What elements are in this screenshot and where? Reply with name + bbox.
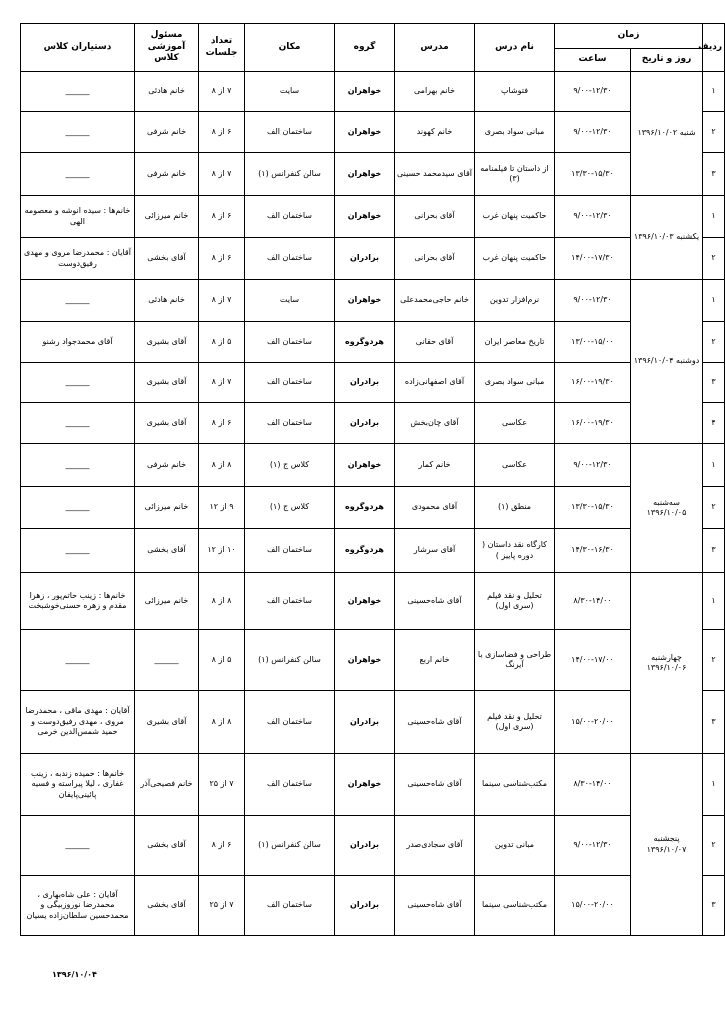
group-cell: خواهران <box>335 112 395 153</box>
place-cell: ساختمان الف <box>245 876 335 936</box>
table-row <box>21 754 725 816</box>
table-row <box>21 691 725 754</box>
group-cell: هردوگروه <box>335 487 395 529</box>
course-cell: مبانی سواد بصری <box>475 112 555 153</box>
row-number-cell: ۲ <box>703 238 725 280</box>
place-cell: ساختمان الف <box>245 691 335 754</box>
day-date-cell: یکشنبه ۱۳۹۶/۱۰/۰۳ <box>631 196 703 280</box>
course-cell: طراحی و فضاسازی با آیرنگ <box>475 630 555 691</box>
course-cell: حاکمیت پنهان غرب <box>475 196 555 238</box>
sessions-cell: ۸ از ۸ <box>199 691 245 754</box>
course-cell: منطق (۱) <box>475 487 555 529</box>
assistants-cell: ______ <box>21 153 135 196</box>
table-row <box>21 403 725 444</box>
course-cell: مکتب‌شناسی سینما <box>475 876 555 936</box>
table-row <box>21 816 725 876</box>
group-cell: خواهران <box>335 573 395 630</box>
teacher-cell: خانم بهرامی <box>395 72 475 112</box>
group-cell: برادران <box>335 691 395 754</box>
sessions-cell: ۶ از ۸ <box>199 238 245 280</box>
header-day-date: روز و تاریخ <box>631 49 703 72</box>
assistants-cell: ______ <box>21 112 135 153</box>
header-teacher: مدرس <box>395 24 475 72</box>
row-number-cell: ۲ <box>703 816 725 876</box>
group-cell: خواهران <box>335 444 395 487</box>
place-cell: سایت <box>245 72 335 112</box>
row-number-cell: ۱ <box>703 196 725 238</box>
manager-cell: خانم هادئی <box>135 280 199 322</box>
place-cell: ساختمان الف <box>245 322 335 363</box>
place-cell: سایت <box>245 280 335 322</box>
teacher-cell: آقای شاه‌حسینی <box>395 691 475 754</box>
place-cell: ساختمان الف <box>245 112 335 153</box>
group-cell: خواهران <box>335 196 395 238</box>
teacher-cell: آقای شاه‌حسینی <box>395 573 475 630</box>
row-number-cell: ۳ <box>703 529 725 573</box>
table-row <box>21 363 725 403</box>
assistants-cell: ______ <box>21 403 135 444</box>
day-date-cell: چهارشنبه ۱۳۹۶/۱۰/۰۶ <box>631 573 703 754</box>
sessions-cell: ۸ از ۸ <box>199 444 245 487</box>
manager-cell: آقای بشیری <box>135 363 199 403</box>
time-cell: ۹/۰۰-۱۲/۳۰ <box>555 112 631 153</box>
manager-cell: آقای بخشی <box>135 876 199 936</box>
group-cell: برادران <box>335 816 395 876</box>
group-cell: خواهران <box>335 754 395 816</box>
table-row <box>21 280 725 322</box>
course-cell: تاریخ معاصر ایران <box>475 322 555 363</box>
teacher-cell: آقای بحرانی <box>395 196 475 238</box>
table-row <box>21 153 725 196</box>
group-cell: برادران <box>335 403 395 444</box>
assistants-cell: آقایان : علی شاه‌بهاری ، محمدرضا نوروزبیگی و محمدحسین سلطان‌زاده یسیان <box>21 876 135 936</box>
teacher-cell: آقای حقانی <box>395 322 475 363</box>
sessions-cell: ۵ از ۸ <box>199 322 245 363</box>
manager-cell: خانم فصیحی‌آذر <box>135 754 199 816</box>
table-row <box>21 196 725 238</box>
table-row <box>21 630 725 691</box>
course-cell: مبانی تدوین <box>475 816 555 876</box>
table-row <box>21 112 725 153</box>
manager-cell: خانم شرفی <box>135 444 199 487</box>
row-number-cell: ۱ <box>703 444 725 487</box>
place-cell: سالن کنفرانس (۱) <box>245 153 335 196</box>
row-number-cell: ۳ <box>703 691 725 754</box>
row-number-cell: ۲ <box>703 322 725 363</box>
place-cell: ساختمان الف <box>245 529 335 573</box>
header-assistants: دستیاران کلاس <box>21 24 135 72</box>
group-cell: برادران <box>335 876 395 936</box>
manager-cell: خانم شرفی <box>135 112 199 153</box>
course-cell: فتوشاپ <box>475 72 555 112</box>
sessions-cell: ۶ از ۸ <box>199 196 245 238</box>
row-number-cell: ۱ <box>703 280 725 322</box>
row-number-cell: ۳ <box>703 153 725 196</box>
time-cell: ۹/۰۰-۱۲/۳۰ <box>555 196 631 238</box>
time-cell: ۱۵/۰۰-۲۰/۰۰ <box>555 691 631 754</box>
manager-cell: خانم هادئی <box>135 72 199 112</box>
row-number-cell: ۱ <box>703 573 725 630</box>
course-cell: حاکمیت پنهان غرب <box>475 238 555 280</box>
group-cell: هردوگروه <box>335 529 395 573</box>
day-date-cell: سه‌شنبه ۱۳۹۶/۱۰/۰۵ <box>631 444 703 573</box>
assistants-cell: خانم‌ها : سیده انوشه و معصومه الهی <box>21 196 135 238</box>
manager-cell: خانم میرزائی <box>135 487 199 529</box>
time-cell: ۱۴/۰۰-۱۷/۳۰ <box>555 238 631 280</box>
sessions-cell: ۷ از ۸ <box>199 153 245 196</box>
sessions-cell: ۹ از ۱۲ <box>199 487 245 529</box>
manager-cell: آقای بخشی <box>135 816 199 876</box>
header-course: نام درس <box>475 24 555 72</box>
course-cell: عکاسی <box>475 403 555 444</box>
sessions-cell: ۶ از ۸ <box>199 112 245 153</box>
teacher-cell: آقای محمودی <box>395 487 475 529</box>
table-row <box>21 876 725 936</box>
row-number-cell: ۲ <box>703 630 725 691</box>
place-cell: ساختمان الف <box>245 238 335 280</box>
sessions-cell: ۱۰ از ۱۲ <box>199 529 245 573</box>
assistants-cell: آقای محمدجواد رشنو <box>21 322 135 363</box>
row-number-cell: ۳ <box>703 876 725 936</box>
teacher-cell: خانم اربع <box>395 630 475 691</box>
header-time: زمان <box>555 24 703 49</box>
teacher-cell: آقای سجادی‌صدر <box>395 816 475 876</box>
assistants-cell: ______ <box>21 72 135 112</box>
teacher-cell: آقای سرشار <box>395 529 475 573</box>
manager-cell: آقای بشیری <box>135 403 199 444</box>
table-row <box>21 529 725 573</box>
assistants-cell: آقایان : محمدرضا مروی و مهدی رفیق‌دوست <box>21 238 135 280</box>
course-cell: نرم‌افزار تدوین <box>475 280 555 322</box>
time-cell: ۱۵/۰۰-۲۰/۰۰ <box>555 876 631 936</box>
course-cell: تحلیل و نقد فیلم (سری اول) <box>475 573 555 630</box>
table-row <box>21 487 725 529</box>
manager-cell: خانم شرفی <box>135 153 199 196</box>
day-date-cell: دوشنبه ۱۳۹۶/۱۰/۰۴ <box>631 280 703 444</box>
teacher-cell: آقای چان‌بخش <box>395 403 475 444</box>
teacher-cell: آقای شاه‌حسینی <box>395 754 475 816</box>
time-cell: ۹/۰۰-۱۲/۳۰ <box>555 280 631 322</box>
sessions-cell: ۵ از ۸ <box>199 630 245 691</box>
teacher-cell: خانم کهوند <box>395 112 475 153</box>
manager-cell: آقای بخشی <box>135 238 199 280</box>
manager-cell: خانم میرزائی <box>135 573 199 630</box>
table-row <box>21 72 725 112</box>
time-cell: ۱۴/۳۰-۱۶/۳۰ <box>555 529 631 573</box>
time-cell: ۸/۳۰-۱۴/۰۰ <box>555 754 631 816</box>
group-cell: خواهران <box>335 72 395 112</box>
manager-cell: آقای بخشی <box>135 529 199 573</box>
group-cell: هردوگروه <box>335 322 395 363</box>
manager-cell: خانم میرزائی <box>135 196 199 238</box>
assistants-cell: ______ <box>21 280 135 322</box>
course-cell: از داستان تا فیلمنامه (۳) <box>475 153 555 196</box>
assistants-cell: آقایان : مهدی ماقی ، محمدرضا مروی ، مهدی رفیق‌دوست و حمید شمس‌الدین خرمی <box>21 691 135 754</box>
header-sessions: تعداد جلسات <box>199 24 245 72</box>
place-cell: کلاس ج (۱) <box>245 487 335 529</box>
manager-cell: آقای بشیری <box>135 322 199 363</box>
sessions-cell: ۶ از ۸ <box>199 403 245 444</box>
assistants-cell: ______ <box>21 630 135 691</box>
schedule-table <box>20 23 725 936</box>
sessions-cell: ۷ از ۸ <box>199 72 245 112</box>
teacher-cell: آقای سیدمحمد حسینی <box>395 153 475 196</box>
row-number-cell: ۲ <box>703 112 725 153</box>
sessions-cell: ۷ از ۲۵ <box>199 876 245 936</box>
assistants-cell: ______ <box>21 816 135 876</box>
time-cell: ۱۶/۰۰-۱۹/۳۰ <box>555 403 631 444</box>
table-row <box>21 238 725 280</box>
time-cell: ۱۳/۳۰-۱۵/۳۰ <box>555 487 631 529</box>
place-cell: سالن کنفرانس (۱) <box>245 630 335 691</box>
header-hour: ساعت <box>555 49 631 72</box>
group-cell: خواهران <box>335 280 395 322</box>
header-group: گروه <box>335 24 395 72</box>
course-cell: کارگاه نقد داستان ( دوره پاییز ) <box>475 529 555 573</box>
time-cell: ۱۳/۳۰-۱۵/۳۰ <box>555 153 631 196</box>
assistants-cell: خانم‌ها : زینب حاتم‌پور ، زهرا مقدم و زهره حسنی‌خوشبخت <box>21 573 135 630</box>
manager-cell: ______ <box>135 630 199 691</box>
group-cell: برادران <box>335 363 395 403</box>
manager-cell: آقای بشیری <box>135 691 199 754</box>
group-cell: برادران <box>335 238 395 280</box>
group-cell: خواهران <box>335 153 395 196</box>
table-row <box>21 573 725 630</box>
sessions-cell: ۷ از ۸ <box>199 363 245 403</box>
assistants-cell: خانم‌ها : حمیده زندبه ، زینب غفاری ، لیلا پیراسته و فسیه پائینی‌پایفان <box>21 754 135 816</box>
place-cell: کلاس ج (۱) <box>245 444 335 487</box>
day-date-cell: شنبه ۱۳۹۶/۱۰/۰۲ <box>631 72 703 196</box>
schedule-body <box>21 72 725 936</box>
time-cell: ۹/۰۰-۱۲/۳۰ <box>555 816 631 876</box>
teacher-cell: آقای اصفهانی‌زاده <box>395 363 475 403</box>
place-cell: سالن کنفرانس (۱) <box>245 816 335 876</box>
teacher-cell: خانم کمار <box>395 444 475 487</box>
row-number-cell: ۳ <box>703 363 725 403</box>
assistants-cell: ______ <box>21 363 135 403</box>
time-cell: ۱۶/۰۰-۱۹/۳۰ <box>555 363 631 403</box>
assistants-cell: ______ <box>21 444 135 487</box>
place-cell: ساختمان الف <box>245 403 335 444</box>
sessions-cell: ۷ از ۸ <box>199 280 245 322</box>
teacher-cell: خانم حاجی‌محمدعلی <box>395 280 475 322</box>
row-number-cell: ۴ <box>703 403 725 444</box>
sessions-cell: ۷ از ۲۵ <box>199 754 245 816</box>
row-number-cell: ۲ <box>703 487 725 529</box>
assistants-cell: ______ <box>21 529 135 573</box>
group-cell: خواهران <box>335 630 395 691</box>
time-cell: ۱۴/۰۰-۱۷/۰۰ <box>555 630 631 691</box>
header-row-number: ردیف <box>703 24 725 72</box>
teacher-cell: آقای بحرانی <box>395 238 475 280</box>
place-cell: ساختمان الف <box>245 754 335 816</box>
course-cell: مبانی سواد بصری <box>475 363 555 403</box>
table-row <box>21 322 725 363</box>
row-number-cell: ۱ <box>703 754 725 816</box>
table-row <box>21 444 725 487</box>
course-cell: تحلیل و نقد فیلم (سری اول) <box>475 691 555 754</box>
time-cell: ۹/۰۰-۱۲/۳۰ <box>555 444 631 487</box>
row-number-cell: ۱ <box>703 72 725 112</box>
place-cell: ساختمان الف <box>245 196 335 238</box>
time-cell: ۹/۰۰-۱۲/۳۰ <box>555 72 631 112</box>
sessions-cell: ۶ از ۸ <box>199 816 245 876</box>
place-cell: ساختمان الف <box>245 363 335 403</box>
time-cell: ۱۳/۰۰-۱۵/۰۰ <box>555 322 631 363</box>
time-cell: ۸/۳۰-۱۴/۰۰ <box>555 573 631 630</box>
footer-date: ۱۳۹۶/۱۰/۰۴ <box>52 970 97 979</box>
day-date-cell: پنجشنبه ۱۳۹۶/۱۰/۰۷ <box>631 754 703 936</box>
sessions-cell: ۸ از ۸ <box>199 573 245 630</box>
teacher-cell: آقای شاه‌حسینی <box>395 876 475 936</box>
assistants-cell: ______ <box>21 487 135 529</box>
place-cell: ساختمان الف <box>245 573 335 630</box>
course-cell: عکاسی <box>475 444 555 487</box>
course-cell: مکتب‌شناسی سینما <box>475 754 555 816</box>
header-place: مکان <box>245 24 335 72</box>
header-edu-manager: مسئول آموزشی کلاس <box>135 24 199 72</box>
